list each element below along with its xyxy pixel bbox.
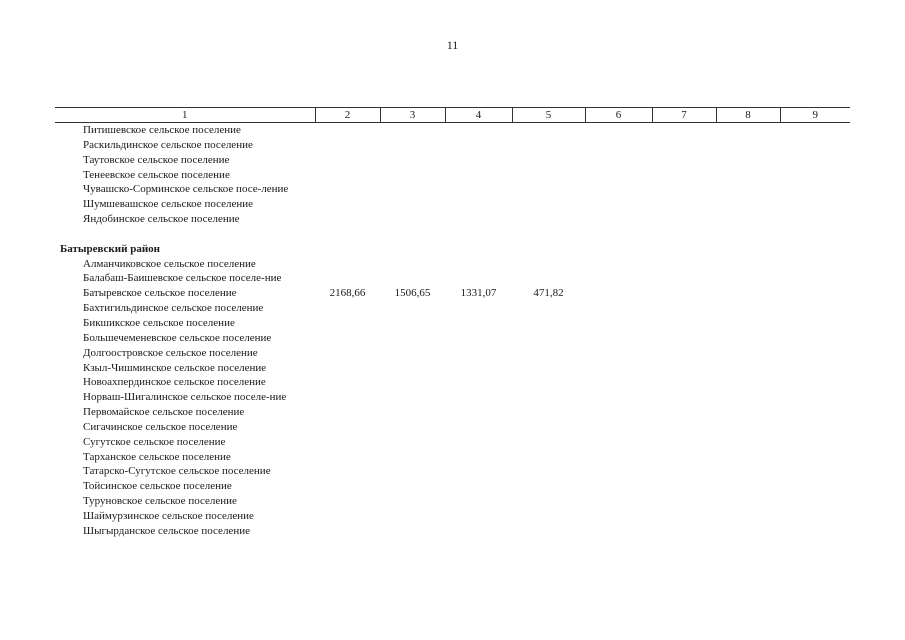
value-cell-col-5 [512, 123, 585, 138]
value-cell-col-3 [380, 182, 445, 197]
value-cell-col-2 [315, 464, 380, 479]
value-cell-col-2 [315, 182, 380, 197]
value-cell-col-4 [445, 331, 512, 346]
value-cell-col-4 [445, 153, 512, 168]
value-cell-col-2: 2168,66 [329, 287, 366, 300]
value-cell-col-5 [512, 361, 585, 376]
value-cell-col-9 [780, 138, 850, 153]
value-cell-col-3 [380, 420, 445, 435]
value-cell-col-6 [585, 197, 652, 212]
value-cell-col-5 [512, 138, 585, 153]
value-cell-col-3 [380, 316, 445, 331]
value-cell-col-5 [512, 524, 585, 539]
district-heading: Батыревский район [60, 242, 160, 255]
table-row [55, 257, 850, 272]
value-cell-col-3: 1506,65 [394, 287, 431, 300]
settlement-name: Таутовское сельское поселение [83, 153, 230, 166]
settlement-name: Сигачинское сельское поселение [83, 420, 238, 433]
value-cell-col-3 [380, 435, 445, 450]
value-cell-col-9 [780, 346, 850, 361]
table-row [55, 138, 850, 153]
value-cell-col-2 [315, 346, 380, 361]
settlement-name: Шыгырданское сельское поселение [83, 524, 250, 537]
value-cell-col-7 [652, 212, 716, 227]
table-row [55, 346, 850, 361]
value-cell-col-7 [652, 123, 716, 138]
value-cell-col-7 [652, 271, 716, 286]
value-cell-col-2 [315, 212, 380, 227]
value-cell-col-6 [585, 138, 652, 153]
value-cell-col-6 [585, 509, 652, 524]
value-cell-col-8 [716, 271, 780, 286]
table-row [55, 361, 850, 376]
column-header-6: 6 [585, 108, 652, 123]
value-cell-col-7 [652, 316, 716, 331]
table-row [55, 405, 850, 420]
value-cell-col-7 [652, 464, 716, 479]
table-row [55, 212, 850, 227]
value-cell-col-5 [512, 212, 585, 227]
table-row [55, 435, 850, 450]
value-cell-col-8 [716, 212, 780, 227]
value-cell-col-3 [380, 346, 445, 361]
value-cell-col-9 [780, 405, 850, 420]
value-cell-col-8 [716, 316, 780, 331]
value-cell-col-7 [652, 182, 716, 197]
table-row [55, 375, 850, 390]
value-cell-col-7 [652, 257, 716, 272]
value-cell-col-5 [512, 509, 585, 524]
settlement-name: Большечеменевское сельское поселение [83, 331, 272, 344]
value-cell-col-9 [780, 509, 850, 524]
value-cell-col-3 [380, 524, 445, 539]
value-cell-col-2 [315, 316, 380, 331]
value-cell-col-6 [585, 420, 652, 435]
column-header-2: 2 [315, 108, 380, 123]
value-cell-col-5 [512, 257, 585, 272]
value-cell-col-5 [512, 301, 585, 316]
value-cell-col-9 [780, 435, 850, 450]
value-cell-col-9 [780, 464, 850, 479]
value-cell-col-6 [585, 405, 652, 420]
value-cell-col-6 [585, 257, 652, 272]
value-cell-col-6 [585, 346, 652, 361]
value-cell-col-8 [716, 257, 780, 272]
settlement-name: Туруновское сельское поселение [83, 495, 237, 508]
value-cell-col-7 [652, 168, 716, 183]
value-cell-col-5 [512, 197, 585, 212]
value-cell-col-3 [380, 479, 445, 494]
value-cell-col-2 [315, 435, 380, 450]
table-row [55, 316, 850, 331]
value-cell-col-2 [315, 375, 380, 390]
value-cell-col-2 [315, 361, 380, 376]
value-cell-col-8 [716, 153, 780, 168]
value-cell-col-6 [585, 435, 652, 450]
settlement-name: Сугутское сельское поселение [83, 435, 226, 448]
value-cell-col-9 [780, 182, 850, 197]
value-cell-col-4 [445, 464, 512, 479]
value-cell-col-9 [780, 301, 850, 316]
district-heading-row [55, 242, 850, 257]
value-cell-col-3 [380, 375, 445, 390]
value-cell-col-5 [512, 182, 585, 197]
value-cell-col-7 [652, 331, 716, 346]
value-cell-col-2 [315, 405, 380, 420]
value-cell-col-6 [585, 212, 652, 227]
value-cell-col-8 [716, 524, 780, 539]
value-cell-col-9 [780, 450, 850, 465]
value-cell-col-4 [445, 435, 512, 450]
value-cell-col-6 [585, 524, 652, 539]
settlement-name: Яндобинское сельское поселение [83, 213, 240, 226]
table-row [55, 286, 850, 301]
value-cell-col-7 [652, 420, 716, 435]
settlement-name: Первомайское сельское поселение [83, 406, 245, 419]
value-cell-col-2 [315, 123, 380, 138]
value-cell-col-5 [512, 390, 585, 405]
value-cell-col-3 [380, 153, 445, 168]
value-cell-col-5 [512, 479, 585, 494]
table-row [55, 197, 850, 212]
value-cell-col-3 [380, 494, 445, 509]
value-cell-col-7 [652, 375, 716, 390]
value-cell-col-7 [652, 390, 716, 405]
value-cell-col-4 [445, 138, 512, 153]
value-cell-col-4 [445, 346, 512, 361]
value-cell-col-7 [652, 138, 716, 153]
spacer-cell [55, 227, 850, 242]
value-cell-col-2 [315, 479, 380, 494]
table-row [55, 450, 850, 465]
value-cell-col-3 [380, 509, 445, 524]
value-cell-col-6 [585, 390, 652, 405]
value-cell-col-7 [652, 479, 716, 494]
value-cell-col-7 [652, 153, 716, 168]
value-cell-col-9 [780, 316, 850, 331]
value-cell-col-9 [780, 212, 850, 227]
value-cell-col-9 [780, 524, 850, 539]
column-header-4: 4 [445, 108, 512, 123]
value-cell-col-8 [716, 375, 780, 390]
value-cell-col-2 [315, 197, 380, 212]
value-cell-col-3 [380, 405, 445, 420]
value-cell-col-6 [585, 494, 652, 509]
value-cell-col-6 [585, 168, 652, 183]
value-cell-col-5 [512, 420, 585, 435]
value-cell-col-9 [780, 153, 850, 168]
table-row [55, 390, 850, 405]
value-cell-col-7 [652, 197, 716, 212]
table-row [55, 271, 850, 286]
value-cell-col-8 [716, 479, 780, 494]
value-cell-col-9 [780, 420, 850, 435]
value-cell-col-4 [445, 168, 512, 183]
value-cell-col-6 [585, 331, 652, 346]
value-cell-col-3 [380, 271, 445, 286]
settlement-name: Раскильдинское сельское поселение [83, 138, 253, 151]
column-header-1: 1 [55, 108, 315, 123]
value-cell-col-4 [445, 361, 512, 376]
value-cell-col-9 [780, 168, 850, 183]
table-row [55, 524, 850, 539]
value-cell-col-6 [585, 182, 652, 197]
value-cell-col-9 [780, 361, 850, 376]
value-cell-col-6 [585, 153, 652, 168]
value-cell-col-4 [445, 182, 512, 197]
value-cell-col-6 [585, 450, 652, 465]
value-cell-col-5 [512, 494, 585, 509]
value-cell-col-2 [315, 271, 380, 286]
value-cell-col-8 [716, 494, 780, 509]
table-row [55, 479, 850, 494]
page-number: 11 [446, 38, 459, 52]
column-header-8: 8 [716, 108, 780, 123]
value-cell-col-3 [380, 257, 445, 272]
spacer-row [55, 227, 850, 242]
value-cell-col-7 [652, 405, 716, 420]
value-cell-col-4 [445, 479, 512, 494]
value-cell-col-7 [652, 286, 716, 301]
value-cell-col-4 [445, 390, 512, 405]
value-cell-col-5 [512, 331, 585, 346]
value-cell-col-7 [652, 346, 716, 361]
value-cell-col-5 [512, 271, 585, 286]
value-cell-col-2 [315, 524, 380, 539]
value-cell-col-6 [585, 361, 652, 376]
value-cell-col-8 [716, 361, 780, 376]
value-cell-col-4 [445, 420, 512, 435]
value-cell-col-2 [315, 509, 380, 524]
table-row [55, 420, 850, 435]
value-cell-col-8 [716, 450, 780, 465]
value-cell-col-8 [716, 331, 780, 346]
value-cell-col-3 [380, 301, 445, 316]
value-cell-col-3 [380, 450, 445, 465]
value-cell-col-8 [716, 138, 780, 153]
value-cell-col-4 [445, 494, 512, 509]
value-cell-col-4 [445, 375, 512, 390]
value-cell-col-2 [315, 494, 380, 509]
settlement-name: Питишевское сельское поселение [83, 124, 241, 136]
value-cell-col-2 [315, 331, 380, 346]
value-cell-col-8 [716, 435, 780, 450]
value-cell-col-9 [780, 375, 850, 390]
table-row [55, 509, 850, 524]
value-cell-col-3 [380, 138, 445, 153]
value-cell-col-8 [716, 509, 780, 524]
value-cell-col-4 [445, 301, 512, 316]
value-cell-col-3 [380, 390, 445, 405]
value-cell-col-4 [445, 316, 512, 331]
settlement-name: Долгоостровское сельское поселение [83, 346, 258, 359]
table-body [55, 123, 850, 539]
table-row [55, 331, 850, 346]
value-cell-col-4 [445, 405, 512, 420]
value-cell-col-2 [315, 301, 380, 316]
value-cell-col-2 [315, 168, 380, 183]
settlement-name: Тойсинское сельское поселение [83, 480, 232, 493]
value-cell-col-3 [380, 197, 445, 212]
value-cell-col-5 [512, 346, 585, 361]
value-cell-col-5 [512, 153, 585, 168]
value-cell-col-3 [380, 212, 445, 227]
value-cell-col-9 [780, 390, 850, 405]
value-cell-col-5 [512, 464, 585, 479]
table-row [55, 182, 850, 197]
table-row [55, 301, 850, 316]
value-cell-col-8 [716, 182, 780, 197]
value-cell-col-7 [652, 509, 716, 524]
settlement-name: Бикшикское сельское поселение [83, 316, 235, 329]
value-cell-col-5 [512, 168, 585, 183]
value-cell-col-9 [780, 257, 850, 272]
settlement-name: Тарханское сельское поселение [83, 450, 231, 463]
settlement-name: Тенеевское сельское поселение [83, 168, 230, 181]
value-cell-col-7 [652, 435, 716, 450]
column-header-3: 3 [380, 108, 445, 123]
column-header-5: 5 [512, 108, 585, 123]
value-cell-col-8 [716, 123, 780, 138]
value-cell-col-6 [585, 375, 652, 390]
value-cell-col-4: 1331,07 [460, 287, 497, 300]
value-cell-col-3 [380, 464, 445, 479]
value-cell-col-9 [780, 123, 850, 138]
table-header [55, 108, 850, 123]
settlement-name: Кзыл-Чишминское сельское поселение [83, 361, 267, 374]
value-cell-col-4 [445, 123, 512, 138]
value-cell-col-6 [585, 316, 652, 331]
value-cell-col-7 [652, 494, 716, 509]
value-cell-col-5 [512, 405, 585, 420]
value-cell-col-9 [780, 479, 850, 494]
value-cell-col-4 [445, 257, 512, 272]
settlement-name: Новоахпердинское сельское поселение [83, 376, 266, 389]
table-row [55, 123, 850, 138]
value-cell-col-3 [380, 123, 445, 138]
value-cell-col-3 [380, 168, 445, 183]
column-header-9: 9 [780, 108, 850, 123]
value-cell-col-4 [445, 212, 512, 227]
value-cell-col-6 [585, 123, 652, 138]
settlement-name: Шумшевашское сельское поселение [83, 198, 254, 211]
value-cell-col-7 [652, 361, 716, 376]
settlement-name: Шаймурзинское сельское поселение [83, 509, 254, 522]
column-header-7: 7 [652, 108, 716, 123]
value-cell-col-8 [716, 197, 780, 212]
value-cell-col-8 [716, 464, 780, 479]
settlement-name: Норваш-Шигалинское сельское поселе-ние [83, 391, 287, 404]
value-cell-col-4 [445, 271, 512, 286]
value-cell-col-3 [380, 331, 445, 346]
value-cell-col-8 [716, 405, 780, 420]
table-row [55, 168, 850, 183]
value-cell-col-9 [780, 331, 850, 346]
value-cell-col-7 [652, 524, 716, 539]
value-cell-col-4 [445, 509, 512, 524]
value-cell-col-4 [445, 450, 512, 465]
value-cell-col-5 [512, 435, 585, 450]
settlement-name: Бахтигильдинское сельское поселение [83, 302, 264, 315]
value-cell-col-5 [512, 450, 585, 465]
value-cell-col-7 [652, 450, 716, 465]
value-cell-col-6 [585, 464, 652, 479]
value-cell-col-8 [716, 390, 780, 405]
value-cell-col-9 [780, 286, 850, 301]
value-cell-col-4 [445, 524, 512, 539]
table-row [55, 464, 850, 479]
value-cell-col-5 [512, 316, 585, 331]
value-cell-col-2 [315, 257, 380, 272]
value-cell-col-4 [445, 197, 512, 212]
settlement-name: Батыревское сельское поселение [83, 287, 237, 300]
value-cell-col-6 [585, 479, 652, 494]
header-row [55, 108, 850, 123]
value-cell-col-5: 471,82 [533, 287, 564, 300]
value-cell-col-8 [716, 420, 780, 435]
settlement-name: Татарско-Сугутское сельское поселение [83, 465, 271, 478]
value-cell-col-2 [315, 153, 380, 168]
table-row [55, 494, 850, 509]
value-cell-col-2 [315, 138, 380, 153]
value-cell-col-2 [315, 420, 380, 435]
value-cell-col-2 [315, 450, 380, 465]
value-cell-col-9 [780, 271, 850, 286]
value-cell-col-6 [585, 286, 652, 301]
data-table [55, 107, 850, 539]
value-cell-col-7 [652, 301, 716, 316]
value-cell-col-5 [512, 375, 585, 390]
value-cell-col-6 [585, 301, 652, 316]
value-cell-col-9 [780, 494, 850, 509]
value-cell-col-2 [315, 390, 380, 405]
table-row [55, 153, 850, 168]
settlement-name: Алманчиковское сельское поселение [83, 257, 256, 270]
value-cell-col-9 [780, 197, 850, 212]
value-cell-col-8 [716, 286, 780, 301]
value-cell-col-6 [585, 271, 652, 286]
value-cell-col-3 [380, 361, 445, 376]
settlement-name: Чувашско-Сорминское сельское посе-ление [83, 183, 289, 196]
value-cell-col-8 [716, 168, 780, 183]
settlement-name: Балабаш-Баишевское сельское поселе-ние [83, 272, 282, 285]
value-cell-col-8 [716, 301, 780, 316]
value-cell-col-8 [716, 346, 780, 361]
